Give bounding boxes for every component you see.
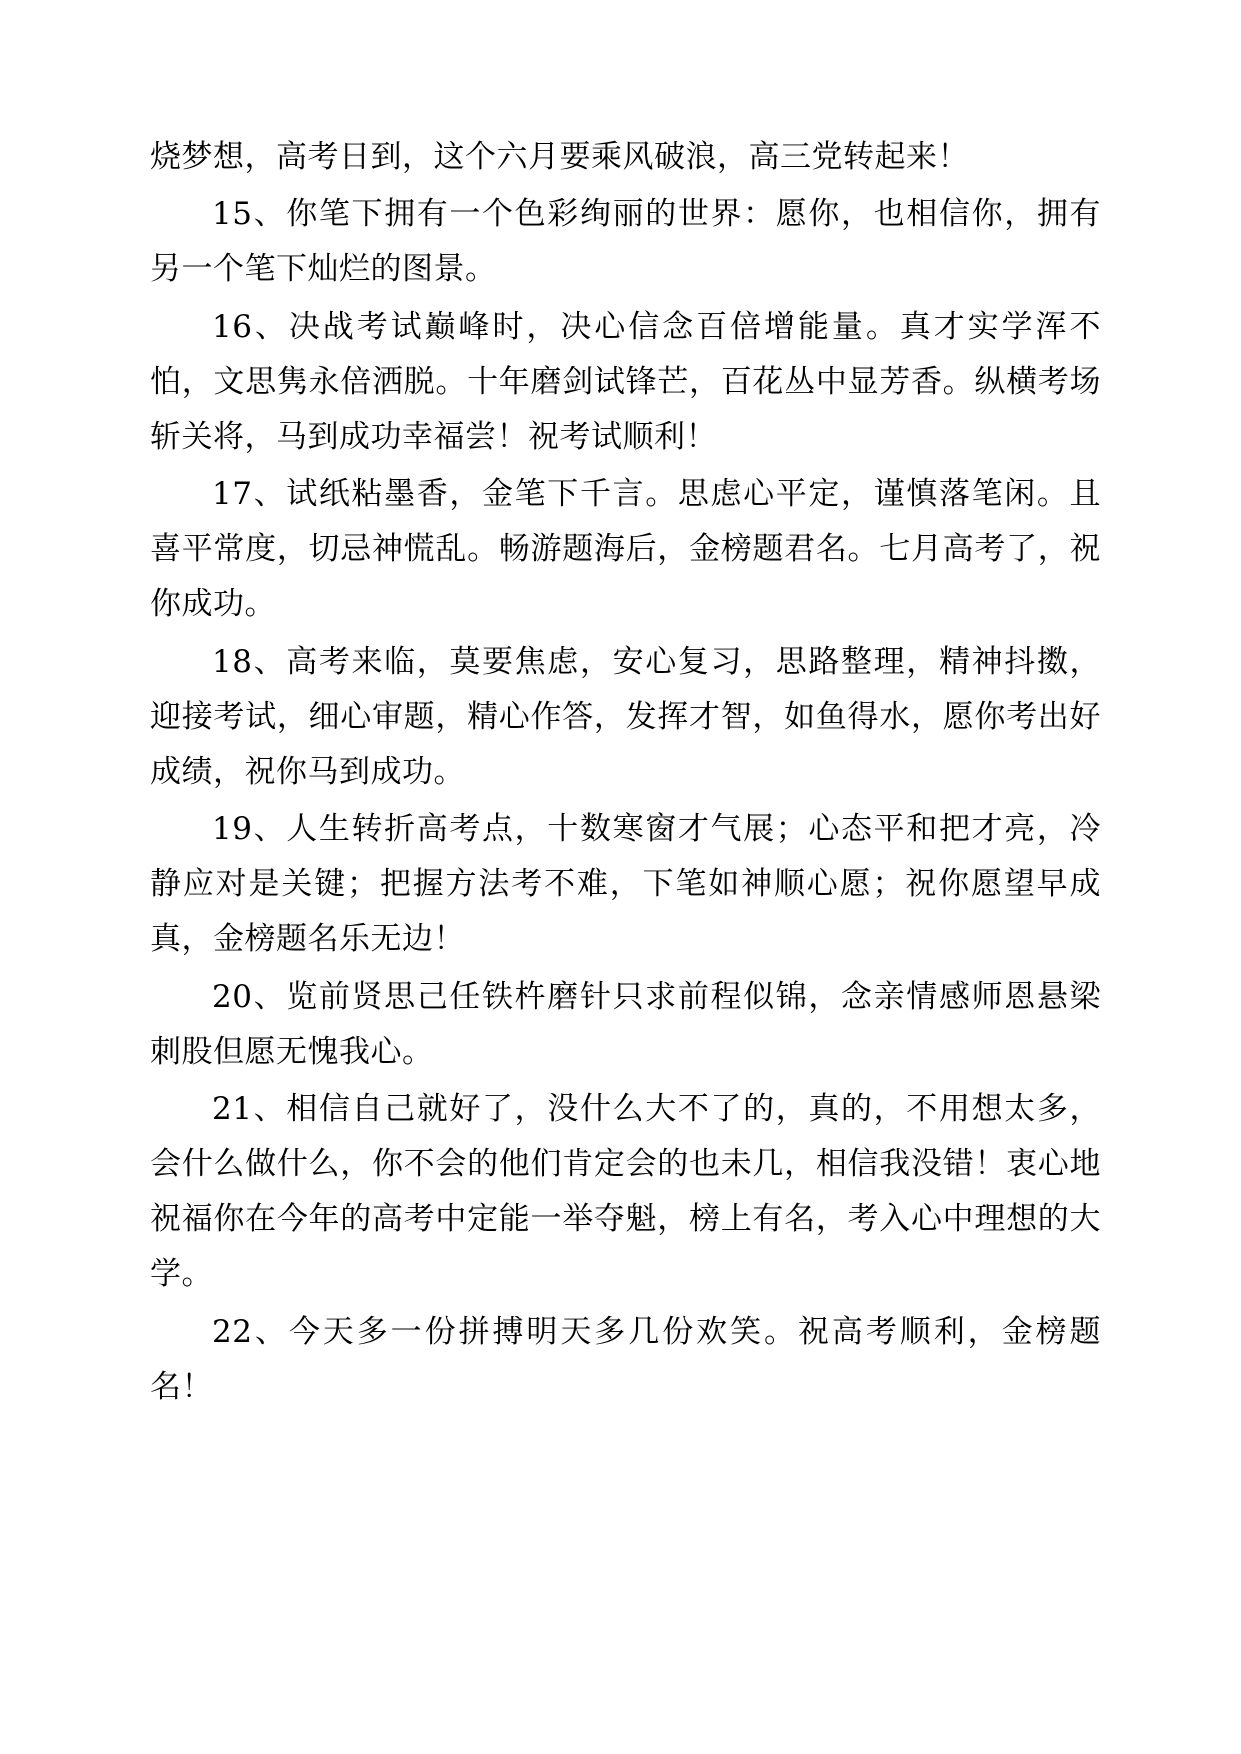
paragraph-item-19: 19、人生转折高考点，十数寒窗才气展；心态平和把才亮，冷静应对是关键；把握方法考不难，下笔如神顺心愿；祝你愿望早成真，金榜题名乐无边！ [150,811,1101,958]
paragraph-item-17: 17、试纸粘墨香，金笔下千言。思虑心平定，谨慎落笔闲。且喜平常度，切忌神慌乱。畅游题海后，金榜题君名。七月高考了，祝你成功。 [150,476,1101,623]
paragraph-item-18: 18、高考来临，莫要焦虑，安心复习，思路整理，精神抖擞，迎接考试，细心审题，精心作答，发挥才智，如鱼得水，愿你考出好成绩，祝你马到成功。 [150,643,1101,790]
document-body [150,130,1101,1415]
paragraph-item-15: 15、你笔下拥有一个色彩绚丽的世界：愿你，也相信你，拥有另一个笔下灿烂的图景。 [150,196,1101,288]
paragraph-item-20: 20、览前贤思己任铁杵磨针只求前程似锦，念亲情感师恩悬梁刺股但愿无愧我心。 [150,978,1101,1070]
paragraph-item-16: 16、决战考试巅峰时，决心信念百倍增能量。真才实学浑不怕，文思隽永倍洒脱。十年磨剑试锋芒，百花丛中显芳香。纵横考场斩关将，马到成功幸福尝！祝考试顺利！ [150,308,1101,455]
paragraph-item-22: 22、今天多一份拼搏明天多几份欢笑。祝高考顺利，金榜题名！ [150,1313,1101,1405]
paragraph-item-21: 21、相信自己就好了，没什么大不了的，真的，不用想太多，会什么做什么，你不会的他们肯定会的也未几，相信我没错！衷心地祝福你在今年的高考中定能一举夺魁，榜上有名，考入心中理想的大学。 [150,1090,1101,1293]
paragraph-continuation: 烧梦想，高考日到，这个六月要乘风破浪，高三党转起来！ [150,139,969,175]
